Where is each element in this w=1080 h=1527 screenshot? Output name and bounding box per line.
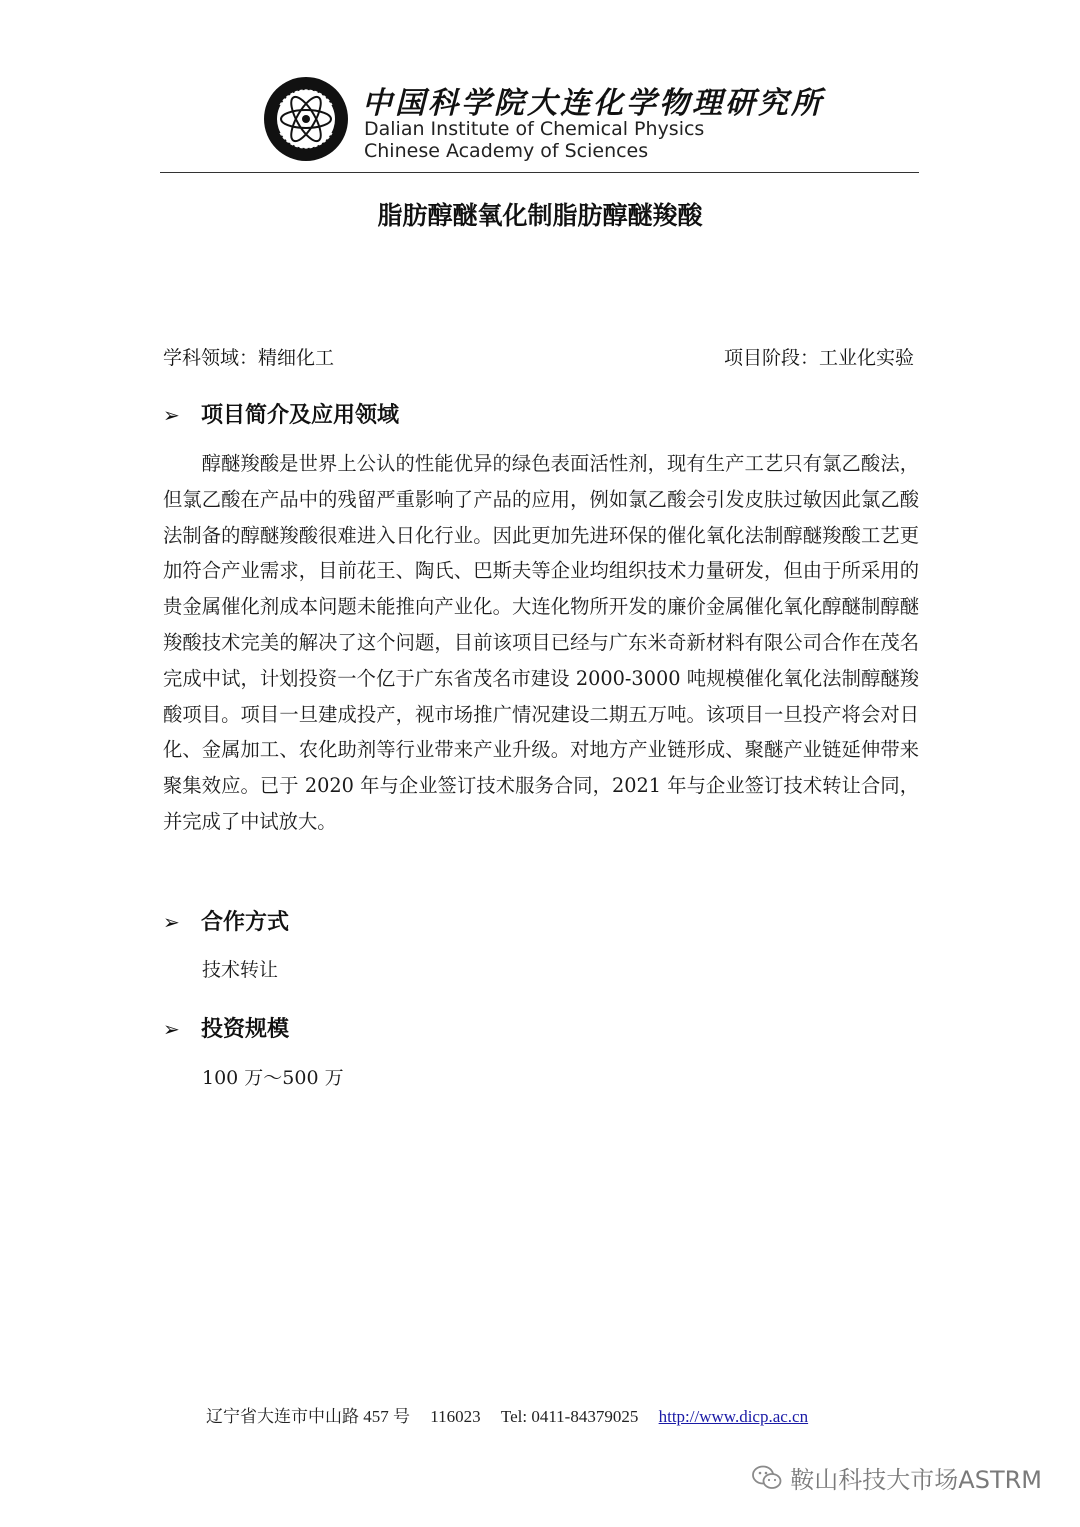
section-heading-cooperation — [163, 905, 289, 936]
section-body-cooperation: 技术转让 — [202, 959, 279, 981]
section-heading-text: 合作方式 — [201, 910, 290, 935]
footer-tel: Tel: 0411-84379025 — [500, 1407, 639, 1426]
bullet-arrow-icon: ➢ — [163, 403, 180, 427]
org-name-en-line2: Chinese Academy of Sciences — [364, 140, 649, 162]
bullet-arrow-icon: ➢ — [163, 910, 180, 934]
section-body-intro: 醇醚羧酸是世界上公认的性能优异的绿色表面活性剂，现有生产工艺只有氯乙酸法，但氯乙酸在产品中的残留严重影响了产品的应用，例如氯乙酸会引发皮肤过敏因此氯乙酸法制备的醇醚羧酸很难进入日化行业。因此更加先进环保的催化氧化法制醇醚羧酸工艺更加符合产业需求，目前花王、陶氏、巴斯夫等企业均组织技术力量研发，但由于所采用的贵金属催化剂成本问题未能推向产业化。大连化物所开发的廉价金属催化氧化醇醚制醇醚羧酸技术完美的解决了这个问题，目前该项目已经与广东米奇新材料有限公司合作在茂名完成中试，计划投资一个亿于广东省茂名市建设 2000-3000 吨规模催化氧化法制醇醚羧酸项目。项目一旦建成投产，视市场推广情况建设二期五万吨。该项目一旦投产将会对日化、金属加工、农化助剂等行业带来产业升级。对地方产业链形成、聚醚产业链延伸带来聚集效应。已于 2020 年与企业签订技术服务合同，2021 年与企业签订技术转让合同，并完成了中试放大。 — [163, 452, 919, 833]
dicp-emblem-icon — [262, 75, 350, 163]
document-title: 脂肪醇醚氧化制脂肪醇醚羧酸 — [377, 201, 703, 230]
subject-field: 学科领域：精细化工 — [163, 347, 335, 369]
project-stage: 项目阶段：工业化实验 — [723, 347, 914, 369]
header-divider — [160, 172, 919, 173]
page-footer — [206, 1402, 808, 1427]
org-name-cn: 中国科学院大连化学物理研究所 — [362, 86, 824, 121]
section-heading-text: 项目简介及应用领域 — [201, 403, 400, 428]
org-name-en-line1: Dalian Institute of Chemical Physics — [364, 118, 705, 140]
footer-postcode: 116023 — [430, 1407, 481, 1426]
section-heading-text: 投资规模 — [201, 1017, 290, 1042]
bullet-arrow-icon: ➢ — [163, 1017, 180, 1041]
section-body-investment: 100 万～500 万 — [202, 1067, 344, 1089]
watermark-text: 鞍山科技大市场ASTRM — [790, 1466, 1042, 1494]
section-heading-intro — [163, 398, 399, 429]
footer-website-link[interactable]: http://www.dicp.ac.cn — [658, 1407, 809, 1426]
watermark — [752, 1460, 1042, 1495]
wechat-icon — [752, 1465, 782, 1491]
footer-address: 辽宁省大连市中山路 457 号 — [206, 1407, 410, 1426]
section-heading-investment — [163, 1012, 289, 1043]
